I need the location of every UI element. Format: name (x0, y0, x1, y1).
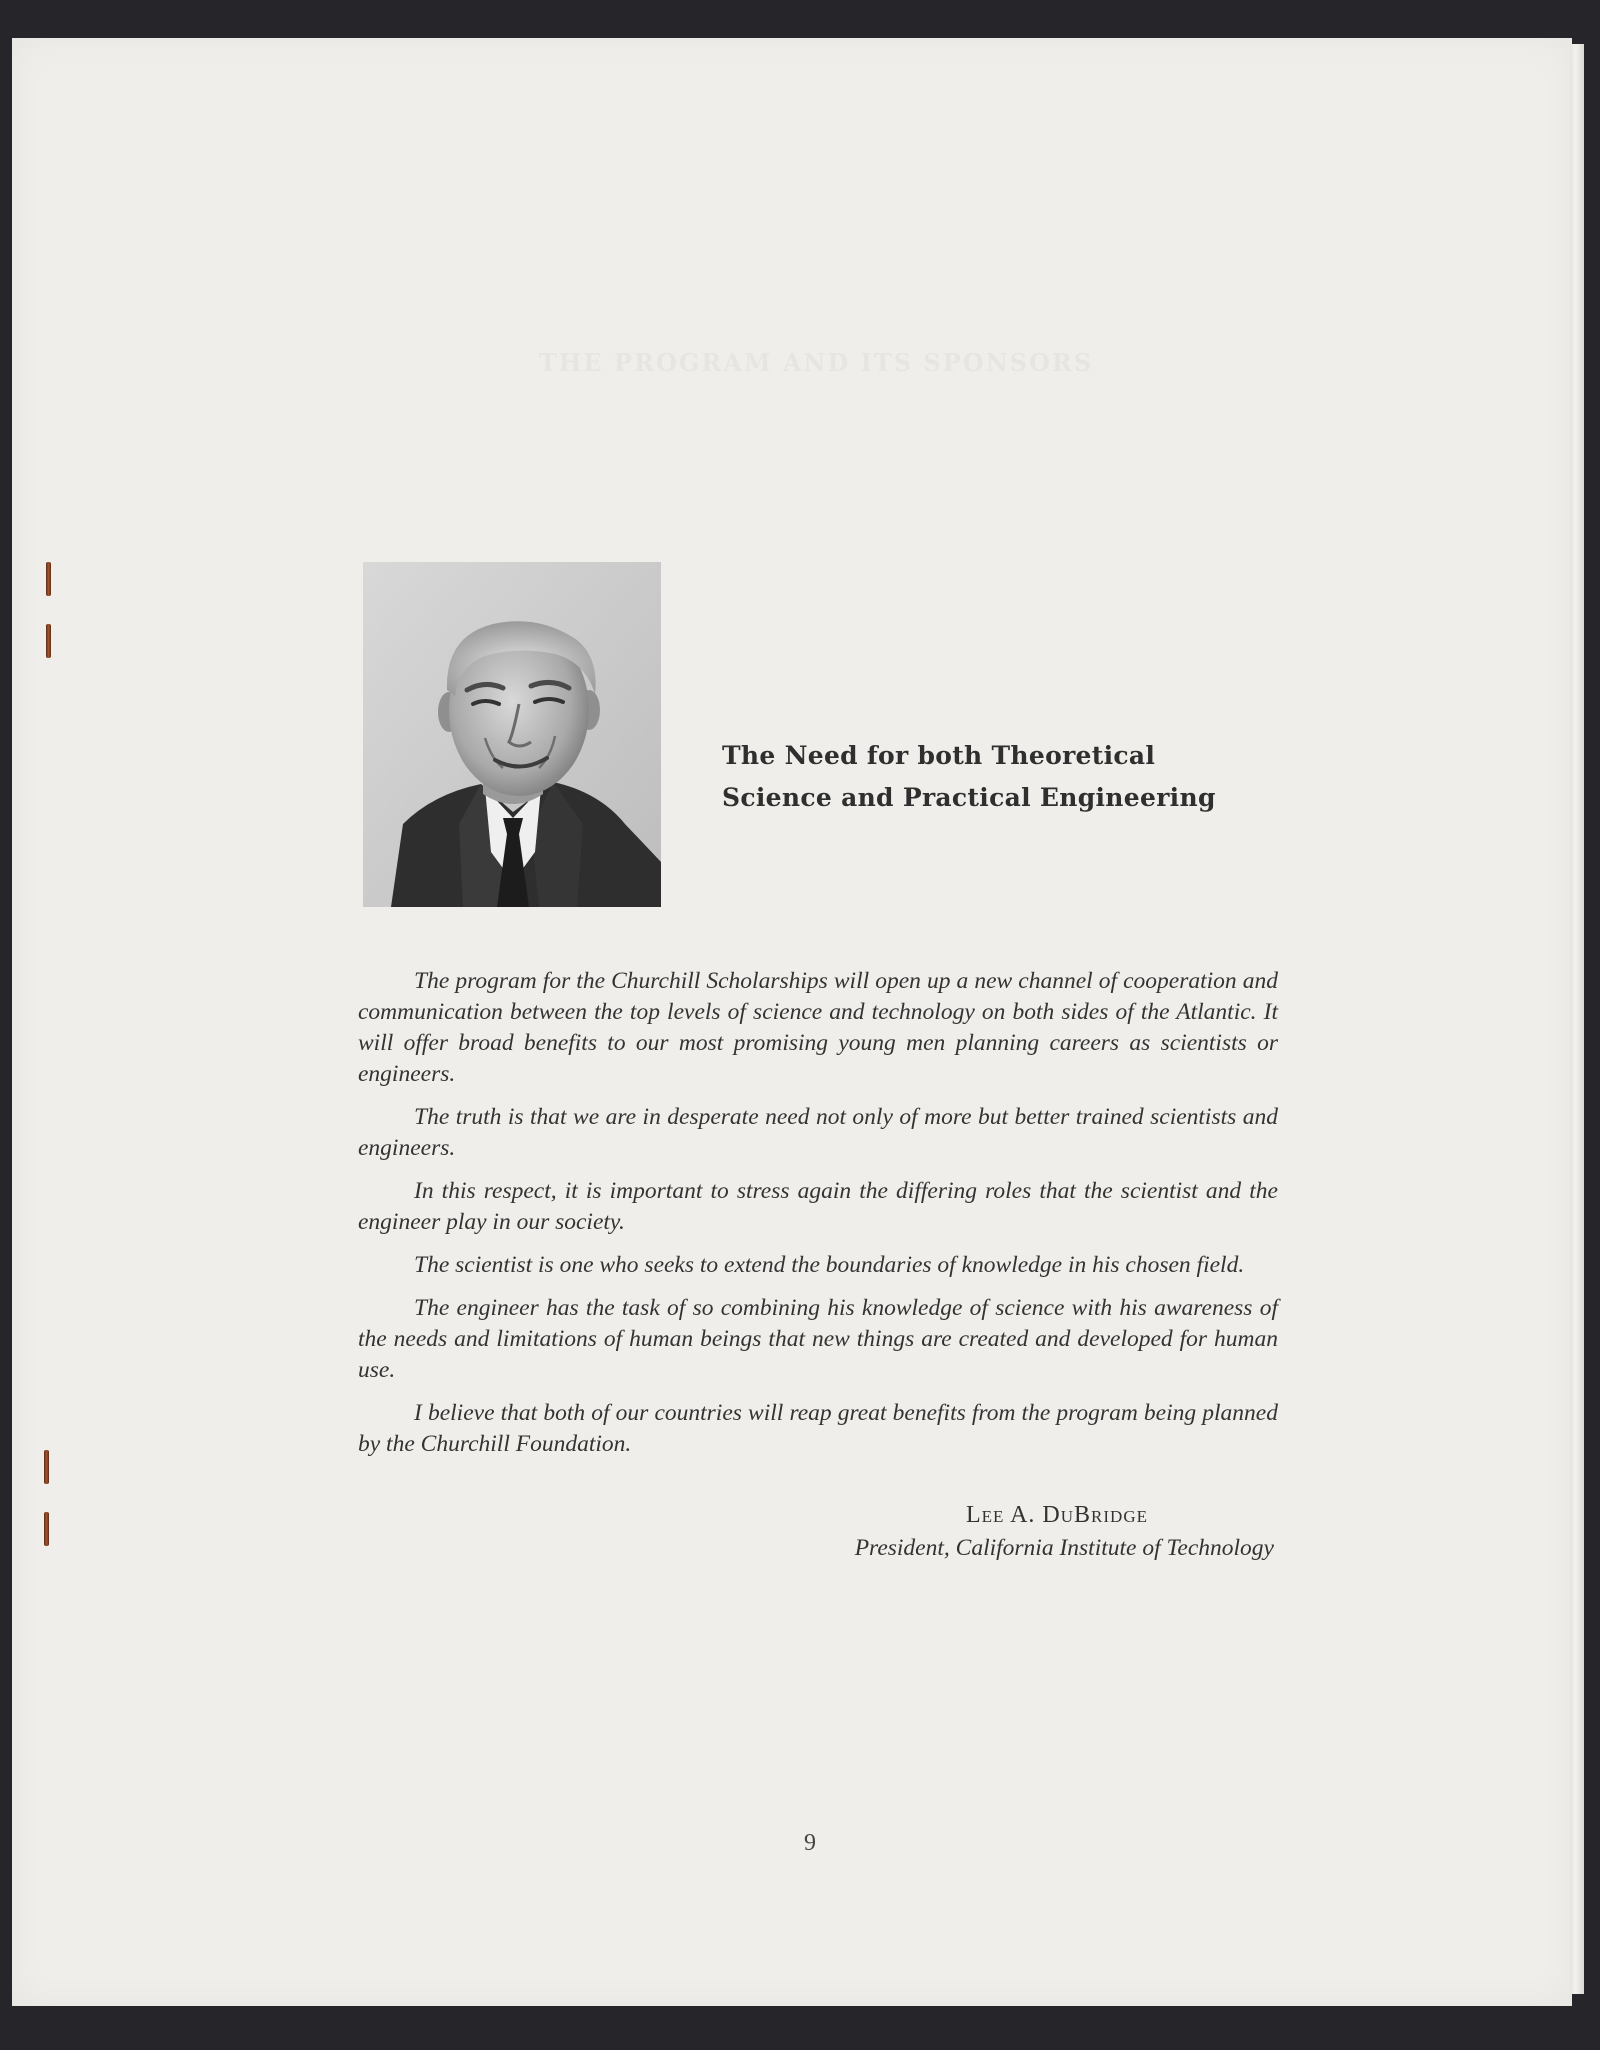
portrait-photo (363, 562, 661, 907)
article-headline (722, 735, 1322, 819)
signature-title: President, California Institute of Technology (854, 1535, 1274, 1561)
headline-line-1: The Need for both Theoretical (722, 741, 1156, 770)
body-paragraph: In this respect, it is important to stress again the differing roles that the scientist and the engineer play in our society. (358, 1178, 1278, 1235)
signature-block (700, 1498, 1274, 1564)
body-paragraph: I believe that both of our countries will reap great benefits from the program being planned by the Churchill Foundation. (358, 1400, 1278, 1457)
body-paragraph: The scientist is one who seeks to extend the boundaries of knowledge in his chosen field. (414, 1252, 1245, 1278)
faded-show-through-heading (536, 348, 1096, 377)
binding-staple-icon (46, 562, 51, 596)
binding-staple-icon (44, 1512, 49, 1546)
body-paragraph: The program for the Churchill Scholarships will open up a new channel of cooperation and communication between the top levels of science and technology on both sides of the Atlantic. It will offer broad benefits to our most promising young men planning careers as scientists or engineers. (358, 968, 1278, 1087)
binding-staple-icon (44, 1450, 49, 1484)
page-number: 9 (804, 1830, 816, 1856)
article-body (358, 966, 1278, 1472)
headline-line-2: Science and Practical Engineering (722, 783, 1216, 812)
signature-name: Lee A. DuBridge (966, 1502, 1148, 1528)
page-edge (1570, 44, 1584, 1994)
body-paragraph: The engineer has the task of so combining his knowledge of science with his awareness of the needs and limitations of human beings that new things are created and developed for human use. (358, 1295, 1278, 1383)
body-paragraph: The truth is that we are in desperate need not only of more but better trained scientists and engineers. (358, 1104, 1278, 1161)
portrait-photo-icon (363, 562, 661, 907)
binding-staple-icon (46, 624, 51, 658)
